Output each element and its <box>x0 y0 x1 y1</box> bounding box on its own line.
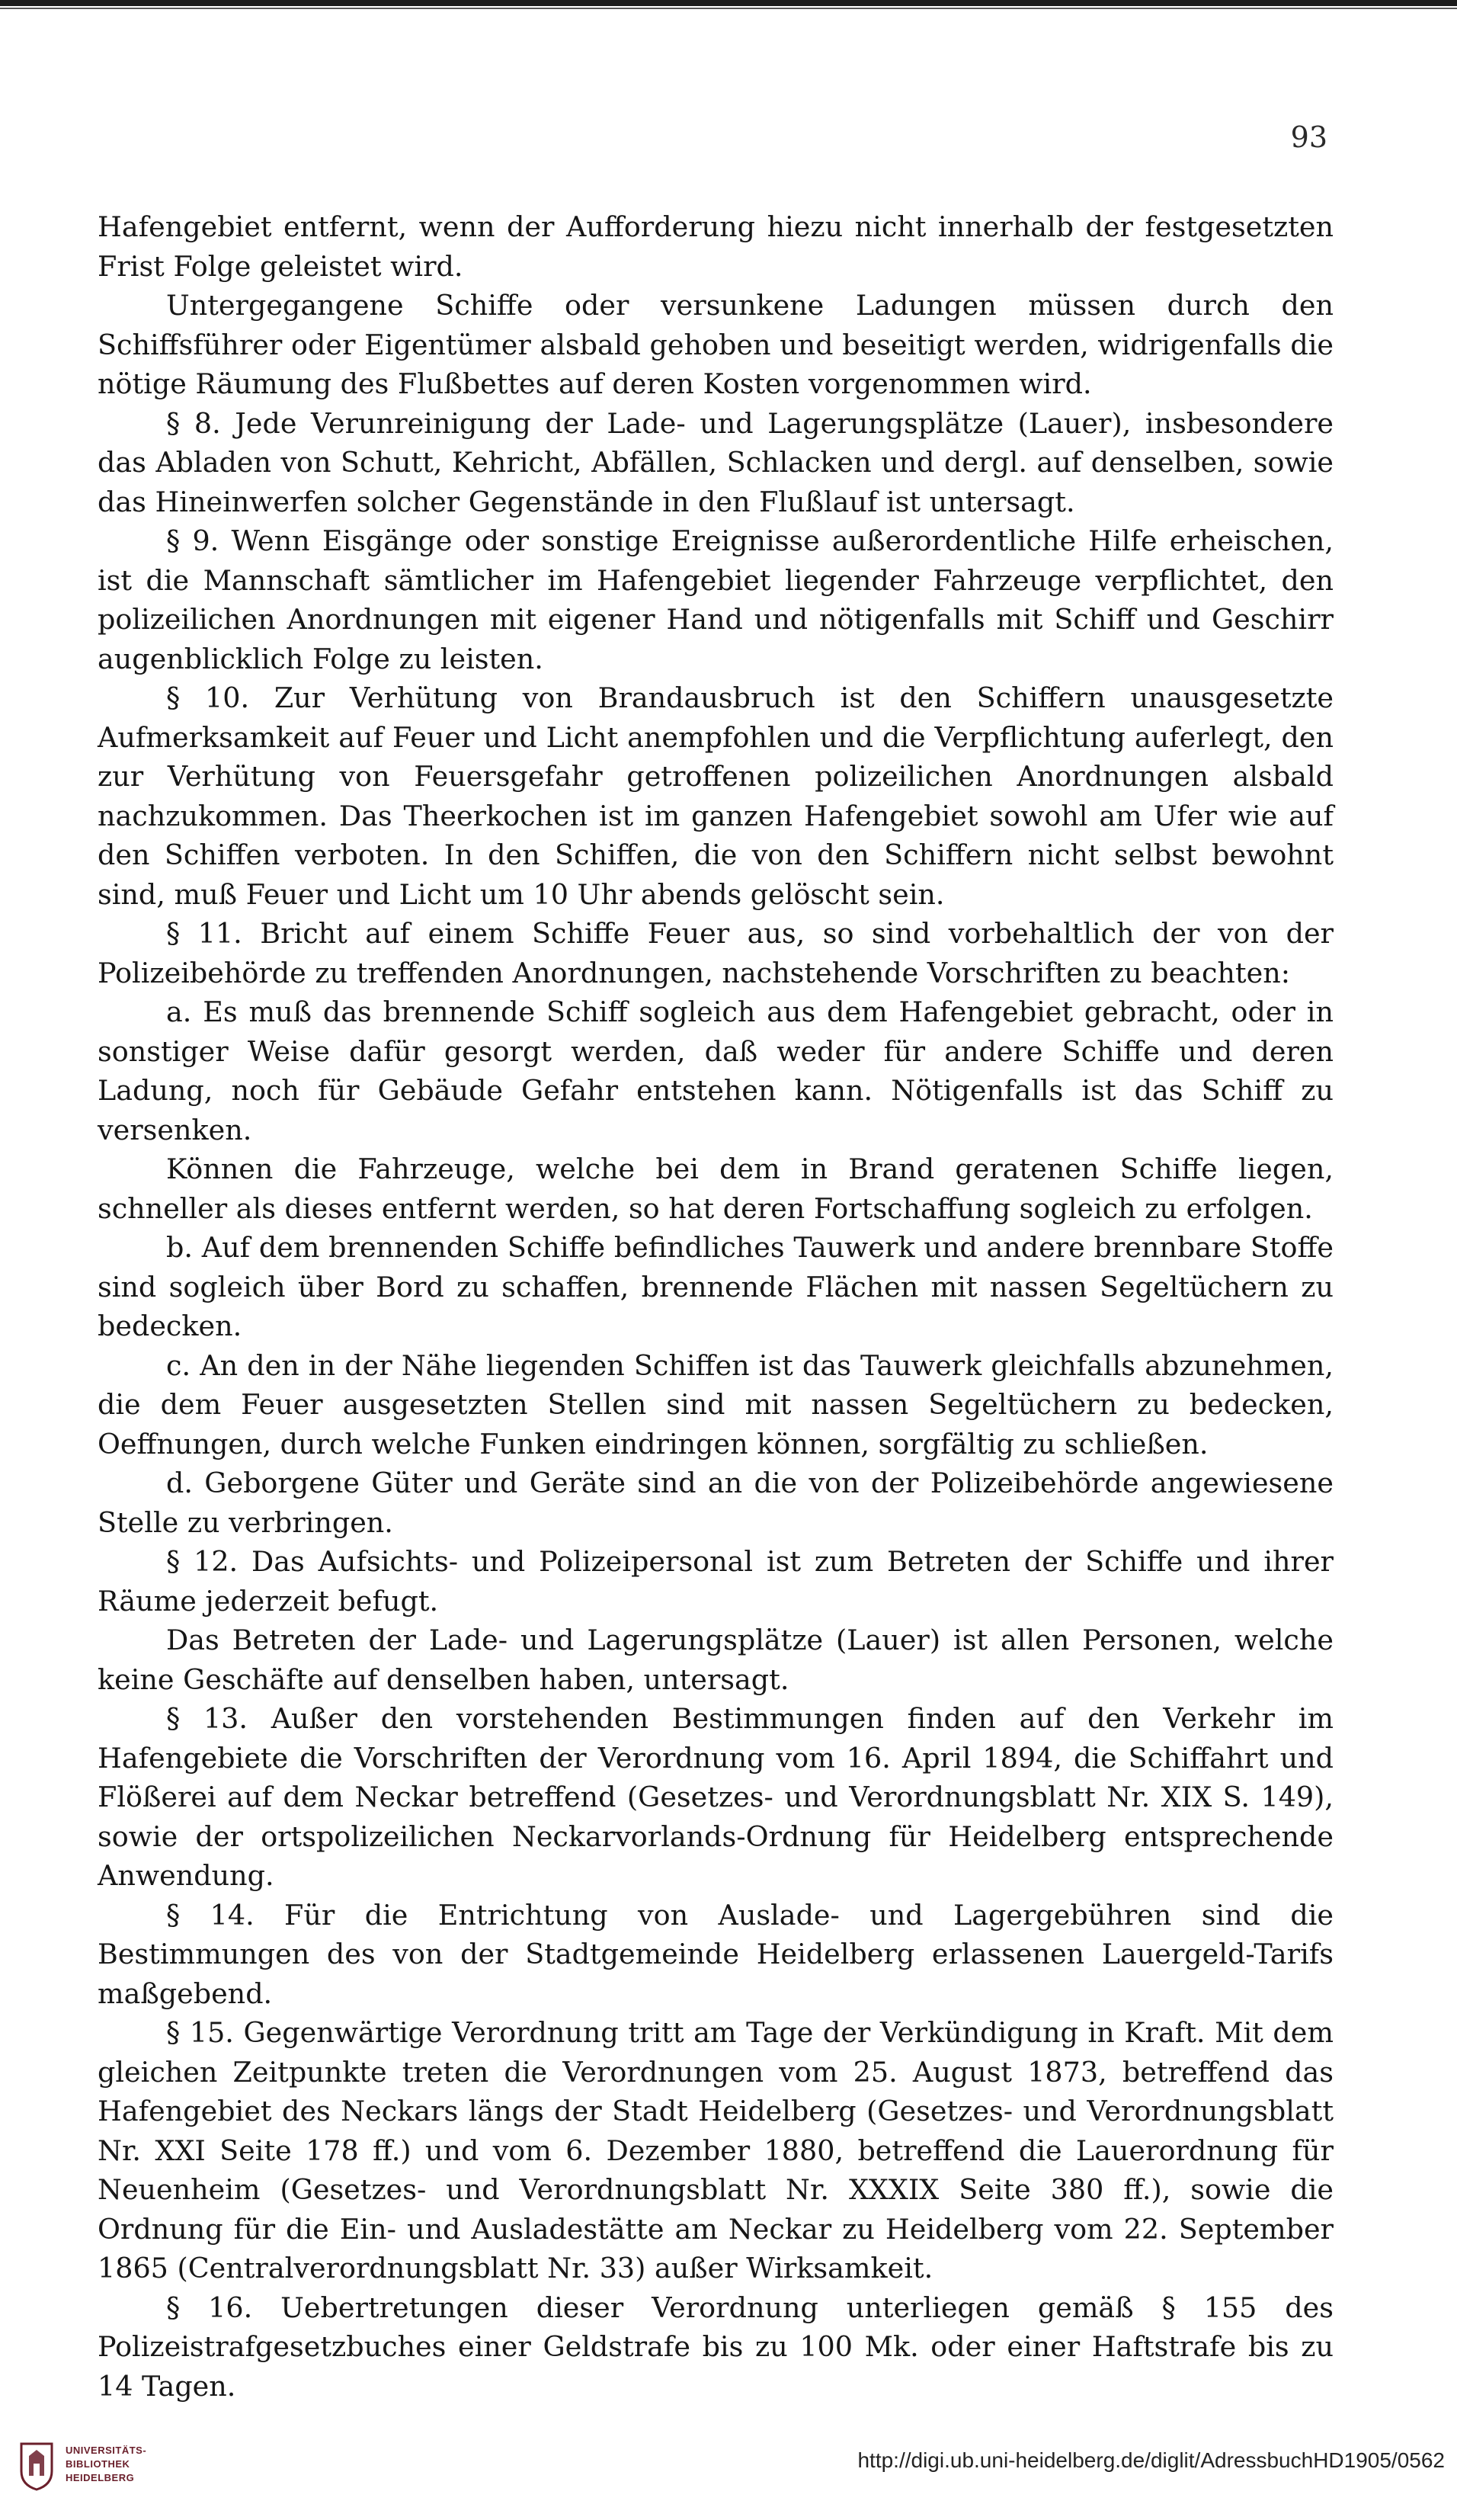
library-name-line-2: BIBLIOTHEK <box>66 2458 130 2470</box>
library-name-line-1: UNIVERSITÄTS- <box>66 2445 147 2456</box>
paragraph-section-13: § 13. Außer den vorstehenden Bestimmungen finden auf den Verkehr im Hafengebiete die Vorschriften der Verordnung vom 16. April 1894, die Schiffahrt und Flößerei auf dem Neckar betreffend (Gesetzes- und Verordnungsblatt Nr. XIX S. 149), sowie der ortspolizeilichen Neckarvorlands-Ordnung für Heidelberg entsprechende Anwendung. <box>98 1702 1334 1892</box>
paragraph-section-14: § 14. Für die Entrichtung von Auslade- und Lagergebühren sind die Bestimmungen des von der Stadtgemeinde Heidelberg erlassenen Lauergeld-Tarifs maßgebend. <box>98 1898 1334 2010</box>
university-library-logo[interactable] <box>17 2436 177 2497</box>
library-name-line-3: HEIDELBERG <box>66 2472 135 2483</box>
library-emblem-icon <box>17 2441 56 2493</box>
paragraph-section-11-a: a. Es muß das brennende Schiff sogleich aus dem Hafengebiet gebracht, oder in sonstiger Weise dafür gesorgt werden, daß weder für andere Schiffe und deren Ladung, noch für Gebäude Gefahr entstehen kann. Nötigenfalls ist das Schiff zu versenken. <box>98 995 1334 1146</box>
paragraph-section-11-b: b. Auf dem brennenden Schiffe befindliches Tauwerk und andere brennbare Stoffe sind sogleich über Bord zu schaffen, brennende Flächen mit nassen Segeltüchern zu bedecken. <box>98 1231 1334 1342</box>
paragraph-section-11-d: d. Geborgene Güter und Geräte sind an die von der Polizeibehörde angewiesene Stelle zu verbringen. <box>98 1467 1334 1539</box>
paragraph-sunken-ships: Untergegangene Schiffe oder versunkene Ladungen müssen durch den Schiffsführer oder Eigentümer alsbald gehoben und beseitigt werden, widrigenfalls die nötige Räumung des Flußbettes auf deren Kosten vorgenommen wird. <box>98 289 1334 400</box>
footer-bar <box>0 2421 1457 2505</box>
paragraph-section-10: § 10. Zur Verhütung von Brandausbruch ist den Schiffern unausgesetzte Aufmerksamkeit auf Feuer und Licht anempfohlen und die Verpflichtung auferlegt, den zur Verhütung von Feuersgefahr getroffenen polizeilichen Anordnungen alsbald nachzukommen. Das Theerkochen ist im ganzen Hafengebiet sowohl am Ufer wie auf den Schiffen verboten. In den Schiffen, die von den Schiffern nicht selbst bewohnt sind, muß Feuer und Licht um 10 Uhr abends gelöscht sein. <box>98 681 1334 911</box>
paragraph-section-9: § 9. Wenn Eisgänge oder sonstige Ereignisse außerordentliche Hilfe erheischen, ist die Mannschaft sämtlicher im Hafengebiet liegender Fahrzeuge verpflichtet, den polizeilichen Anordnungen mit eigener Hand und nötigenfalls mit Schiff und Geschirr augenblicklich Folge zu leisten. <box>98 524 1334 675</box>
top-border-rule-thin <box>0 8 1457 9</box>
top-border-rule <box>0 0 1457 6</box>
paragraph-section-11-c: c. An den in der Nähe liegenden Schiffen ist das Tauwerk gleichfalls abzunehmen, die dem Feuer ausgesetzten Stellen sind mit nassen Segeltüchern zu bedecken, Oeffnungen, durch welche Funken eindringen können, sorgfältig zu schließen. <box>98 1348 1334 1460</box>
paragraph-section-15: § 15. Gegenwärtige Verordnung tritt am Tage der Verkündigung in Kraft. Mit dem gleichen Zeitpunkte treten die Verordnungen vom 25. August 1873, betreffend das Hafengebiet des Neckars längs der Stadt Heidelberg (Gesetzes- und Verordnungsblatt Nr. XXI Seite 178 ff.) und vom 6. Dezember 1880, betreffend die Lauerordnung für Neuenheim (Gesetzes- und Verordnungsblatt Nr. XXXIX Seite 380 ff.), sowie die Ordnung für die Ein- und Ausladestätte am Neckar zu Heidelberg vom 22. September 1865 (Centralverordnungsblatt Nr. 33) außer Wirksamkeit. <box>98 2016 1334 2284</box>
paragraph-continuation: Hafengebiet entfernt, wenn der Aufforderung hiezu nicht innerhalb der festgesetzten Frist Folge geleistet wird. <box>98 210 1334 283</box>
paragraph-section-12: § 12. Das Aufsichts- und Polizeipersonal ist zum Betreten der Schiffe und ihrer Räume jederzeit befugt. <box>98 1545 1334 1617</box>
paragraph-section-8: § 8. Jede Verunreinigung der Lade- und Lagerungsplätze (Lauer), insbesondere das Abladen von Schutt, Kehricht, Abfällen, Schlacken und dergl. auf denselben, sowie das Hineinwerfen solcher Gegenstände in den Flußlauf ist untersagt. <box>98 406 1334 518</box>
paragraph-section-12-cont: Das Betreten der Lade- und Lagerungsplätze (Lauer) ist allen Personen, welche keine Geschäfte auf denselben haben, untersagt. <box>98 1624 1334 1696</box>
library-name <box>66 2444 146 2485</box>
paragraph-section-11-a-cont: Können die Fahrzeuge, welche bei dem in Brand geratenen Schiffe liegen, schneller als dieses entfernt werden, so hat deren Fortschaffung sogleich zu erfolgen. <box>98 1153 1334 1225</box>
document-body <box>98 207 1334 2406</box>
source-url-link[interactable]: http://digi.ub.uni-heidelberg.de/diglit/AdressbuchHD1905/0562 <box>857 2448 1445 2472</box>
paragraph-section-16: § 16. Uebertretungen dieser Verordnung unterliegen gemäß § 155 des Polizeistrafgesetzbuches einer Geldstrafe bis zu 100 Mk. oder einer Haftstrafe bis zu 14 Tagen. <box>98 2291 1334 2403</box>
page-number: 93 <box>1290 120 1327 154</box>
paragraph-section-11: § 11. Bricht auf einem Schiffe Feuer aus, so sind vorbehaltlich der von der Polizeibehörde zu treffenden Anordnungen, nachstehende Vorschriften zu beachten: <box>98 917 1334 989</box>
